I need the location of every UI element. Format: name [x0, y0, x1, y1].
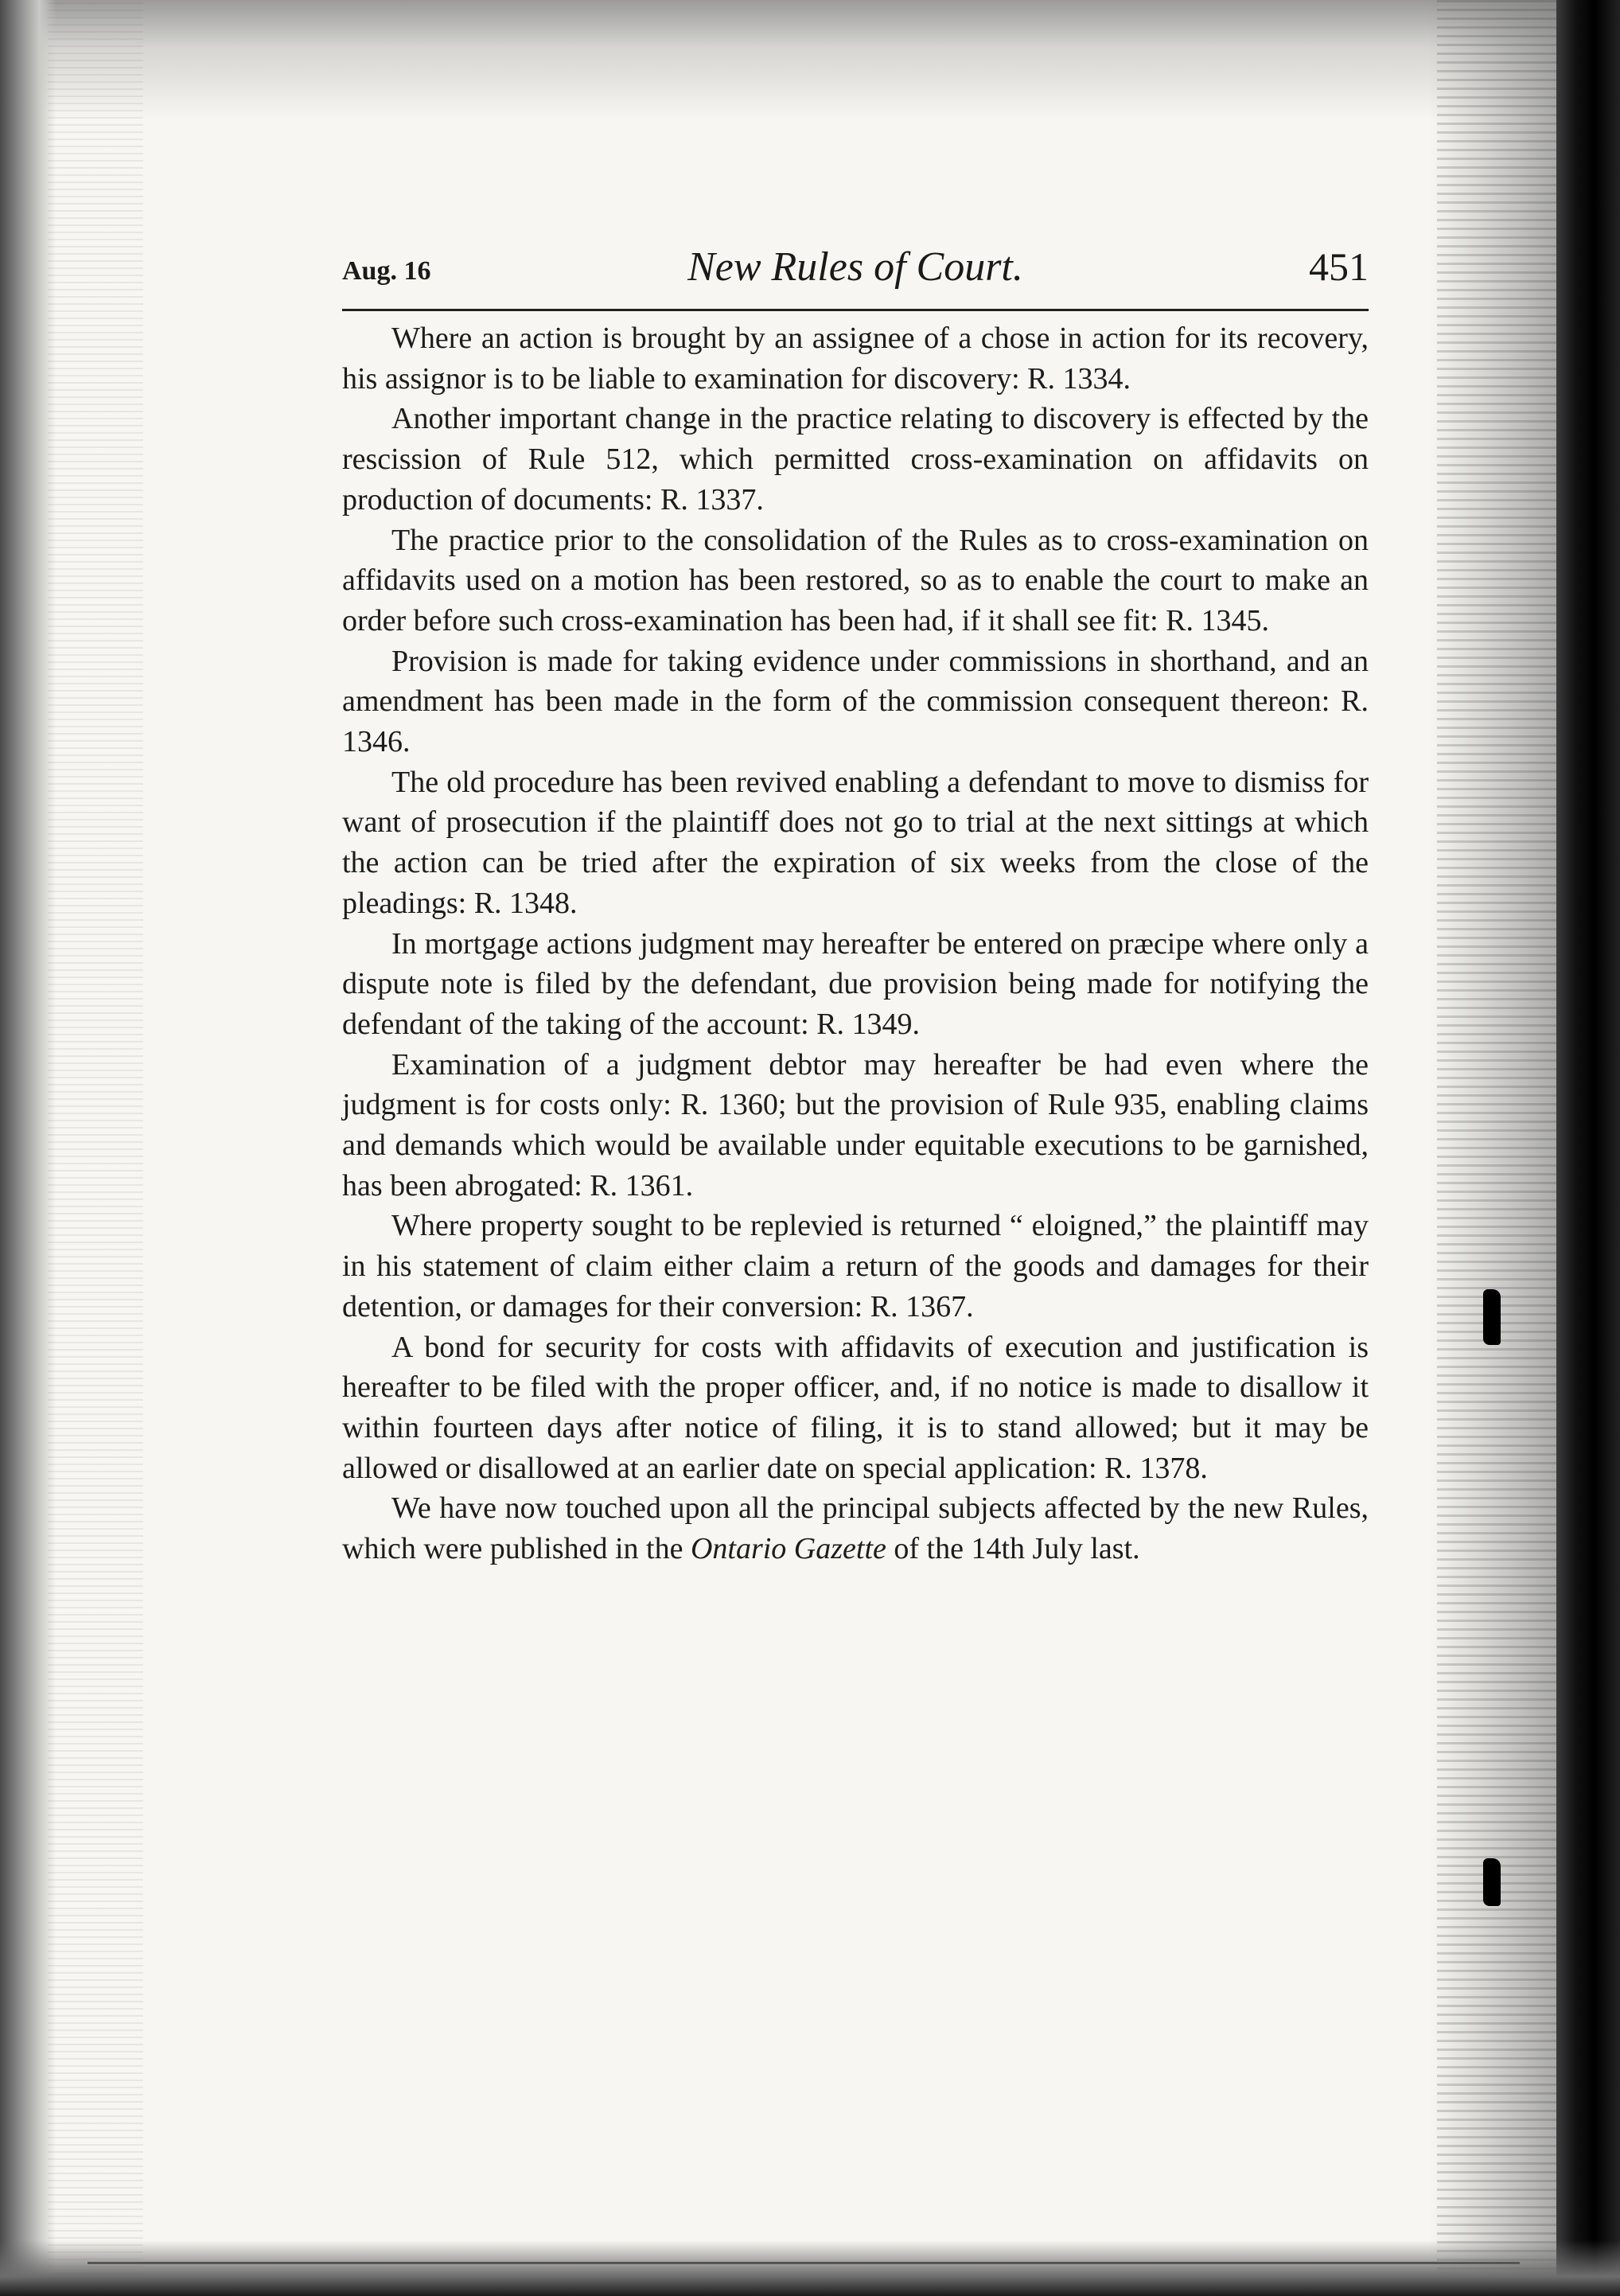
paragraph: A bond for security for costs with affidavits of execution and justification is hereafter to be filed with the proper officer, and, if no notice is made to disallow it within fourteen days after notice of filing, it is to stand allowed; but it may be allowed or disallowed at an earlier date on special application: R. 1378. [342, 1330, 1369, 1485]
paragraph: Where property sought to be replevied is returned “ eloigned,” the plaintiff may in his statement of claim either claim a return of the goods and damages for their detention, or damages for their conversion: R. 1367. [342, 1209, 1369, 1323]
scan-edge-right [1556, 0, 1620, 2296]
paragraph: Provision is made for taking evidence under commissions in shorthand, and an amendment has been made in the form of the commission consequent thereon: R. 1346. [342, 644, 1369, 759]
article-body [342, 318, 1369, 1569]
scan-rule-bottom [88, 2262, 1520, 2264]
paragraph: The practice prior to the consolidation of the Rules as to cross-examination on affidavits used on a motion has been restored, so as to enable the court to make an order before such cross-examination has been had, if it shall see fit: R. 1345. [342, 523, 1369, 637]
running-head-date: Aug. 16 [342, 256, 431, 286]
scan-shadow-top [0, 0, 1620, 119]
paragraph: The old procedure has been revived enabling a defendant to move to dismiss for want of prosecution if the plaintiff does not go to trial at the next sittings at which the action can be tried after the expiration of six weeks from the close of the pleadings: R. 1348. [342, 765, 1369, 920]
paragraph: In mortgage actions judgment may hereafter be entered on præcipe where only a dispute note is filed by the defendant, due provision being made for notifying the defendant of the taking of the account: R. 1349. [342, 926, 1369, 1041]
scan-noise-left [48, 0, 143, 2296]
scan-mark [1483, 1289, 1501, 1345]
publication-title: Ontario Gazette [690, 1532, 886, 1566]
paragraph: Another important change in the practice relating to discovery is effected by the rescission of Rule 512, which permitted cross-examination on affidavits on production of documents: R. 1337. [342, 402, 1369, 517]
paragraph-text: We have now touched upon all the principal subjects affected by the new Rules, which were published in the [342, 1491, 1369, 1566]
running-head-title: New Rules of Court. [687, 244, 1023, 290]
scan-noise-right [1437, 0, 1556, 2296]
page-number: 451 [1309, 244, 1369, 289]
paragraph: Examination of a judgment debtor may hereafter be had even where the judgment is for costs only: R. 1360; but the provision of Rule 935, enabling claims and demands which would be available under equitable executions to be garnished, has been abrogated: R. 1361. [342, 1047, 1369, 1203]
running-head [342, 245, 1369, 311]
paragraph-text: of the 14th July last. [886, 1532, 1140, 1566]
scan-shadow-bottom [0, 2240, 1620, 2296]
scan-mark [1483, 1858, 1501, 1906]
paragraph-final [342, 1488, 1369, 1569]
paragraph: Where an action is brought by an assignee of a chose in action for its recovery, his assignor is to be liable to examination for discovery: R. 1334. [342, 322, 1369, 396]
